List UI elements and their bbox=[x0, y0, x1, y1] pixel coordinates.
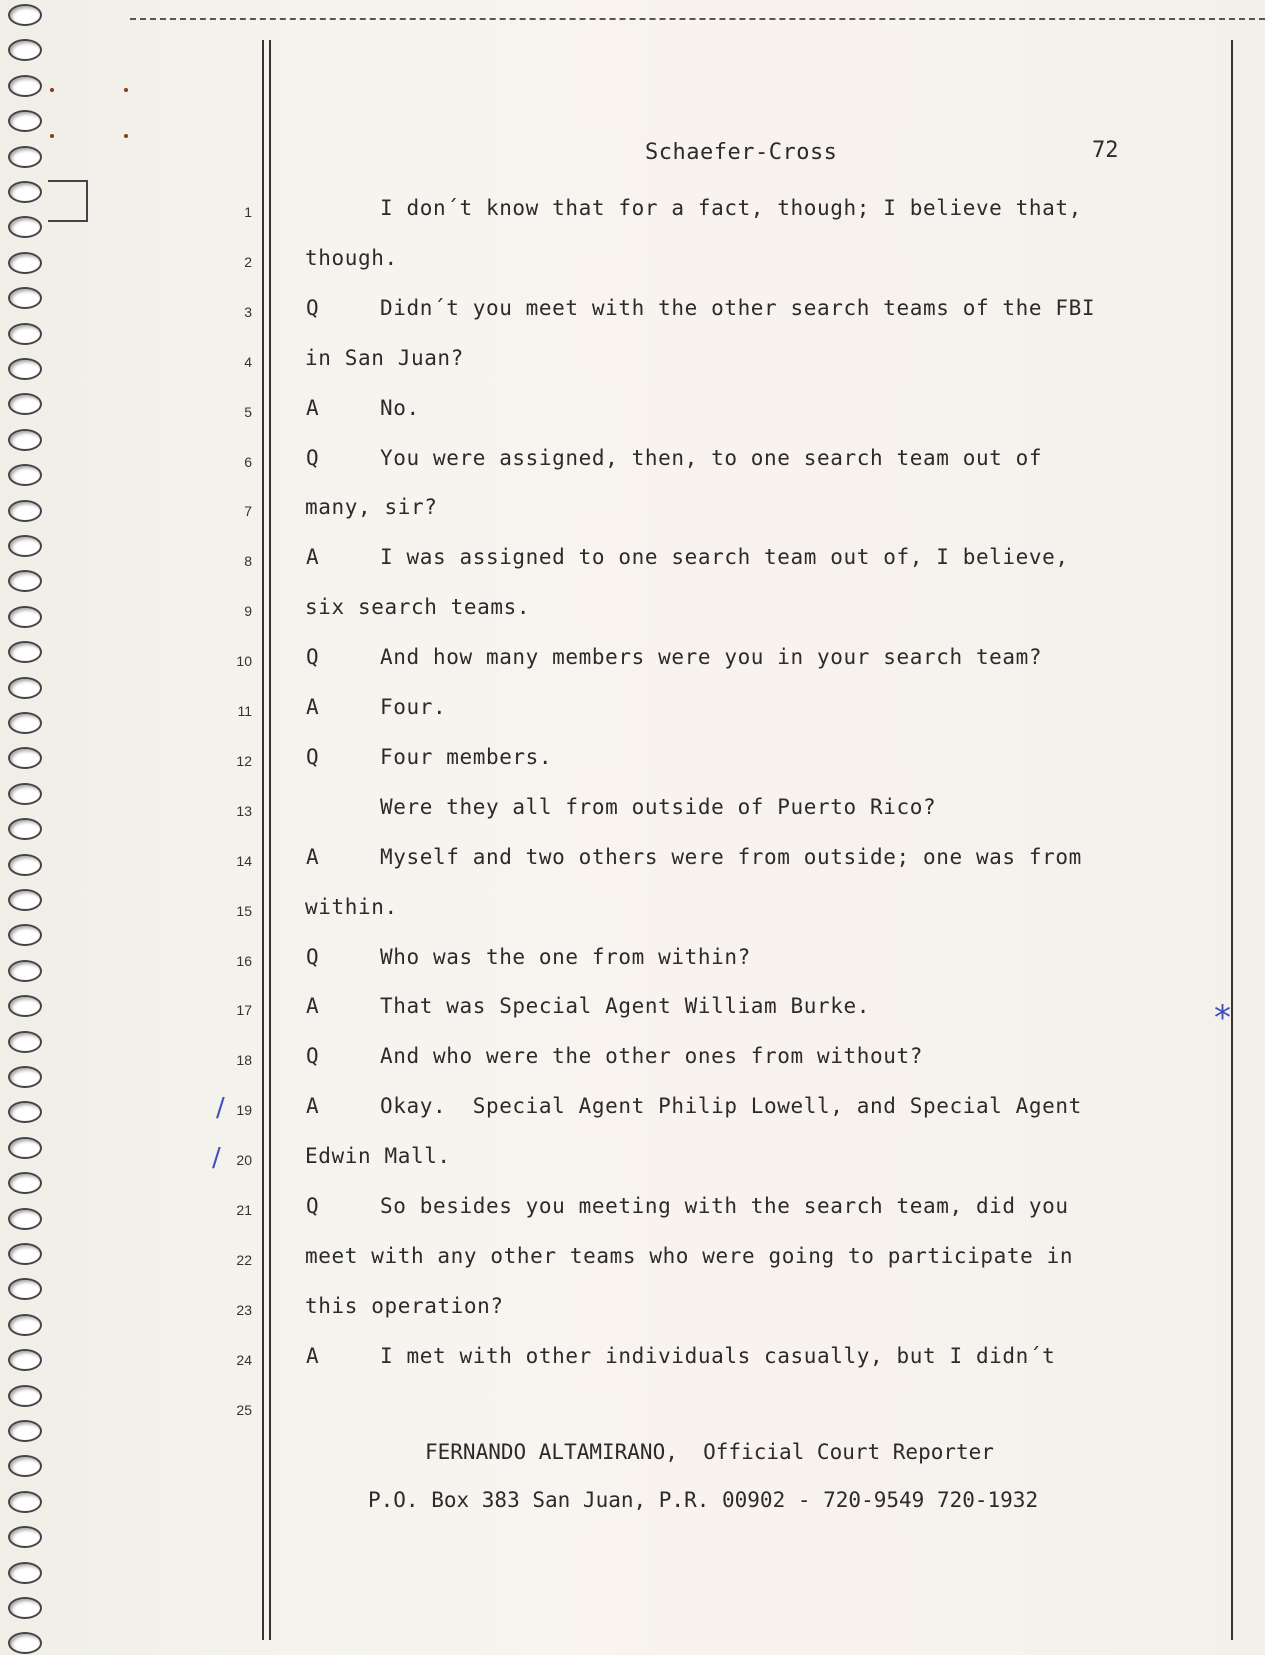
margin-rule-right bbox=[1231, 40, 1233, 1640]
binder-hole bbox=[8, 1243, 42, 1265]
binder-hole bbox=[8, 4, 42, 26]
binder-hole bbox=[8, 358, 42, 380]
transcript-line-text: You were assigned, then, to one search team out of bbox=[380, 446, 1043, 470]
perforation-line bbox=[130, 18, 1265, 20]
line-number: 8 bbox=[244, 553, 252, 569]
transcript-line-text: within. bbox=[305, 895, 398, 919]
transcript-line-text: Didn´t you meet with the other search teams of the FBI bbox=[380, 296, 1096, 320]
page-header-title: Schaefer-Cross bbox=[645, 140, 838, 165]
transcript-line-text: No. bbox=[380, 396, 420, 420]
transcript-line-text: this operation? bbox=[305, 1294, 504, 1318]
binder-hole bbox=[8, 889, 42, 911]
footer-address: P.O. Box 383 San Juan, P.R. 00902 - 720-9549 720-1932 bbox=[368, 1488, 1039, 1512]
binder-hole bbox=[8, 854, 42, 876]
speaker-label: Q bbox=[306, 446, 319, 470]
transcript-line-text: Myself and two others were from outside; one was from bbox=[380, 845, 1082, 869]
transcript-line-text: I met with other individuals casually, but I didn´t bbox=[380, 1344, 1056, 1368]
transcript-line-text: And how many members were you in your search team? bbox=[380, 645, 1043, 669]
binder-hole bbox=[8, 960, 42, 982]
line-number: 14 bbox=[236, 853, 252, 869]
binder-hole bbox=[8, 1172, 42, 1194]
transcript-line-text: Edwin Mall. bbox=[305, 1144, 451, 1168]
line-number: 1 bbox=[244, 204, 252, 220]
transcript-line-text: many, sir? bbox=[305, 495, 438, 519]
binder-hole bbox=[8, 287, 42, 309]
margin-rule-left-2 bbox=[269, 40, 271, 1640]
binder-hole bbox=[8, 1278, 42, 1300]
transcript-line-text: Who was the one from within? bbox=[380, 945, 751, 969]
binder-hole bbox=[8, 535, 42, 557]
line-number: 23 bbox=[236, 1302, 252, 1318]
ink-speck bbox=[50, 88, 54, 92]
transcript-line-text: six search teams. bbox=[305, 595, 531, 619]
speaker-label: Q bbox=[306, 945, 319, 969]
binder-hole bbox=[8, 1562, 42, 1584]
binder-hole bbox=[8, 181, 42, 203]
speaker-label: Q bbox=[306, 1044, 319, 1068]
binder-hole bbox=[8, 641, 42, 663]
handwritten-star-mark: * bbox=[1214, 998, 1231, 1038]
line-number: 17 bbox=[236, 1002, 252, 1018]
line-number: 6 bbox=[244, 454, 252, 470]
transcript-line-text: So besides you meeting with the search team, did you bbox=[380, 1194, 1069, 1218]
binder-hole bbox=[8, 500, 42, 522]
binder-hole bbox=[8, 216, 42, 238]
binder-hole bbox=[8, 818, 42, 840]
speaker-label: A bbox=[306, 845, 319, 869]
binder-hole bbox=[8, 1137, 42, 1159]
binder-hole bbox=[8, 429, 42, 451]
transcript-line-text: in San Juan? bbox=[305, 346, 464, 370]
binder-hole bbox=[8, 146, 42, 168]
transcript-line-text: That was Special Agent William Burke. bbox=[380, 994, 870, 1018]
speaker-label: Q bbox=[306, 645, 319, 669]
speaker-label: A bbox=[306, 695, 319, 719]
line-number: 20 bbox=[236, 1152, 252, 1168]
line-number: 15 bbox=[236, 903, 252, 919]
binder-hole bbox=[8, 39, 42, 61]
binder-hole bbox=[8, 1526, 42, 1548]
binder-hole bbox=[8, 1420, 42, 1442]
speaker-label: A bbox=[306, 396, 319, 420]
binder-hole bbox=[8, 1066, 42, 1088]
line-number: 7 bbox=[244, 503, 252, 519]
binder-hole bbox=[8, 995, 42, 1017]
speaker-label: Q bbox=[306, 296, 319, 320]
line-number: 4 bbox=[244, 354, 252, 370]
transcript-line-text: I don´t know that for a fact, though; I believe that, bbox=[380, 196, 1082, 220]
binder-hole bbox=[8, 252, 42, 274]
line-number: 22 bbox=[236, 1252, 252, 1268]
margin-rule-left-1 bbox=[262, 40, 264, 1640]
speaker-label: A bbox=[306, 1094, 319, 1118]
speaker-label: A bbox=[306, 545, 319, 569]
transcript-line-text: Four. bbox=[380, 695, 447, 719]
binder-hole bbox=[8, 464, 42, 486]
transcript-line-text: Were they all from outside of Puerto Rico? bbox=[380, 795, 937, 819]
line-number: 24 bbox=[236, 1352, 252, 1368]
line-number: 12 bbox=[236, 753, 252, 769]
binder-hole bbox=[8, 747, 42, 769]
binder-hole bbox=[8, 570, 42, 592]
speaker-label: A bbox=[306, 1344, 319, 1368]
line-number: 19 bbox=[236, 1102, 252, 1118]
transcript-line-text: Four members. bbox=[380, 745, 553, 769]
line-number: 11 bbox=[237, 703, 252, 719]
ink-speck bbox=[50, 134, 54, 138]
handwritten-slash-mark: / bbox=[212, 1143, 221, 1173]
binder-hole bbox=[8, 1101, 42, 1123]
speaker-label: Q bbox=[306, 745, 319, 769]
transcript-line-text: I was assigned to one search team out of, I believe, bbox=[380, 545, 1069, 569]
line-number: 21 bbox=[236, 1202, 252, 1218]
binder-hole bbox=[8, 1632, 42, 1654]
binder-hole bbox=[8, 1031, 42, 1053]
line-number: 10 bbox=[236, 653, 252, 669]
transcript-line-text: Okay. Special Agent Philip Lowell, and Special Agent bbox=[380, 1094, 1082, 1118]
binder-hole bbox=[8, 1349, 42, 1371]
binder-hole bbox=[8, 110, 42, 132]
page-number: 72 bbox=[1092, 138, 1119, 163]
transcript-line-text: though. bbox=[305, 246, 398, 270]
binder-hole bbox=[8, 1314, 42, 1336]
binder-hole bbox=[8, 1208, 42, 1230]
ink-speck bbox=[124, 134, 128, 138]
line-number: 13 bbox=[236, 803, 252, 819]
binder-hole bbox=[8, 783, 42, 805]
line-number: 2 bbox=[244, 254, 252, 270]
transcript-line-text: And who were the other ones from without? bbox=[380, 1044, 923, 1068]
binder-hole bbox=[8, 1597, 42, 1619]
binder-hole bbox=[8, 1385, 42, 1407]
binder-hole bbox=[8, 323, 42, 345]
handwritten-slash-mark: / bbox=[216, 1093, 225, 1123]
binder-hole bbox=[8, 393, 42, 415]
line-number: 25 bbox=[236, 1402, 252, 1418]
speaker-label: A bbox=[306, 994, 319, 1018]
binder-holes bbox=[0, 0, 60, 1655]
binder-hole bbox=[8, 75, 42, 97]
binder-hole bbox=[8, 712, 42, 734]
line-number: 5 bbox=[244, 404, 252, 420]
binder-hole bbox=[8, 1455, 42, 1477]
line-number: 3 bbox=[244, 304, 252, 320]
line-number: 16 bbox=[236, 953, 252, 969]
binder-hole bbox=[8, 1491, 42, 1513]
binder-hole bbox=[8, 924, 42, 946]
line-number: 18 bbox=[236, 1052, 252, 1068]
speaker-label: Q bbox=[306, 1194, 319, 1218]
corner-bracket-mark bbox=[48, 180, 88, 222]
line-number: 9 bbox=[244, 603, 252, 619]
binder-hole bbox=[8, 606, 42, 628]
transcript-line-text: meet with any other teams who were going to participate in bbox=[305, 1244, 1074, 1268]
footer-reporter: FERNANDO ALTAMIRANO, Official Court Reporter bbox=[425, 1440, 994, 1464]
ink-speck bbox=[124, 88, 128, 92]
binder-hole bbox=[8, 677, 42, 699]
